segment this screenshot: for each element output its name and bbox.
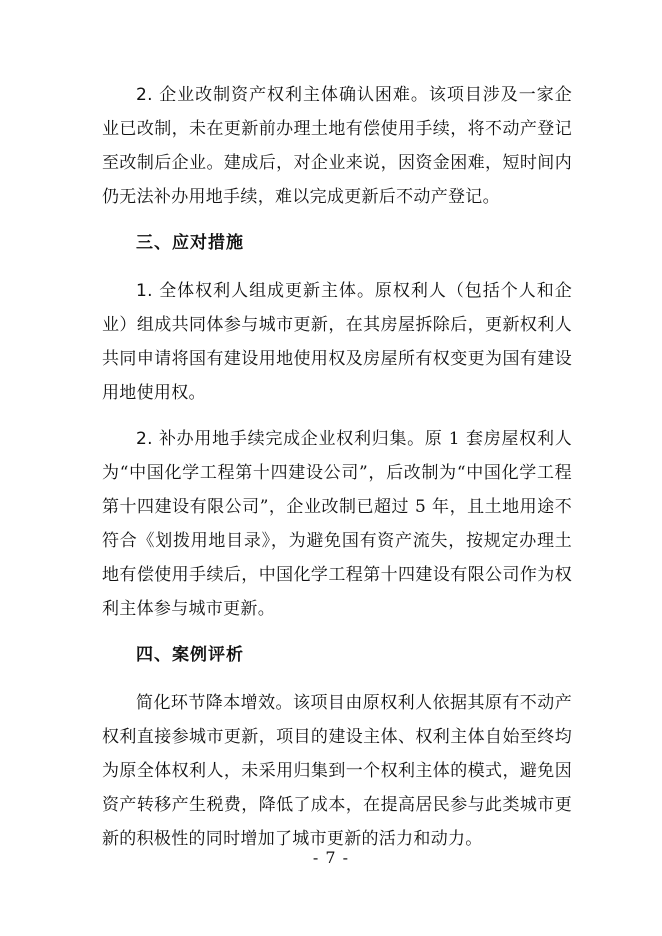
paragraph-lead: 1. 全体权利人组成更新主体。 [136, 281, 375, 301]
paragraph-lead: 2. 补办用地手续完成企业权利归集。 [136, 429, 425, 449]
page-number: - 7 - [312, 848, 350, 867]
paragraph-lead: 简化环节降本增效。 [136, 693, 294, 713]
section-heading-case-review: 四、案例评析 [136, 645, 244, 665]
paragraph-asset-ownership-difficulty [102, 78, 572, 214]
paragraph-lead: 2. 企业改制资产权利主体确认困难。 [136, 85, 429, 105]
paragraph-text: 原权利人（包括个人和企业）组成共同体参与城市更新，在其房屋拆除后，更新权利人共同申请将国有建设用地使用权及房屋所有权变更为国有建设用地使用权。 [102, 281, 572, 403]
document-body [102, 78, 572, 868]
paragraph-text: 原 1 套房屋权利人为“中国化学工程第十四建设公司”，后改制为“中国化学工程第十四建设有限公司”，企业改制已超过 5 年，且土地用途不符合《划拨用地目录》，为避免国有资产流失，按规定办理土地有偿使用手续后，中国化学工程第十四建设有限公司作为权利主体参与城市更新。 [102, 429, 572, 619]
paragraph-all-owners-subject [102, 274, 572, 410]
paragraph-text: 该项目由原权利人依据其原有不动产权利直接参城市更新，项目的建设主体、权利主体自始至终均为原全体权利人，未采用归集到一个权利主体的模式，避免因资产转移产生税费，降低了成本，在提高居民参与此类城市更新的积极性的同时增加了城市更新的活力和动力。 [102, 693, 572, 849]
section-heading-measures: 三、应对措施 [136, 233, 244, 253]
paragraph-text: 该项目涉及一家企业已改制，未在更新前办理土地有偿使用手续，将不动产登记至改制后企业。建成后，对企业来说，因资金困难，短时间内仍无法补办用地手续，难以完成更新后不动产登记。 [102, 85, 572, 207]
paragraph-simplified-process [102, 686, 572, 856]
paragraph-land-procedures [102, 422, 572, 626]
